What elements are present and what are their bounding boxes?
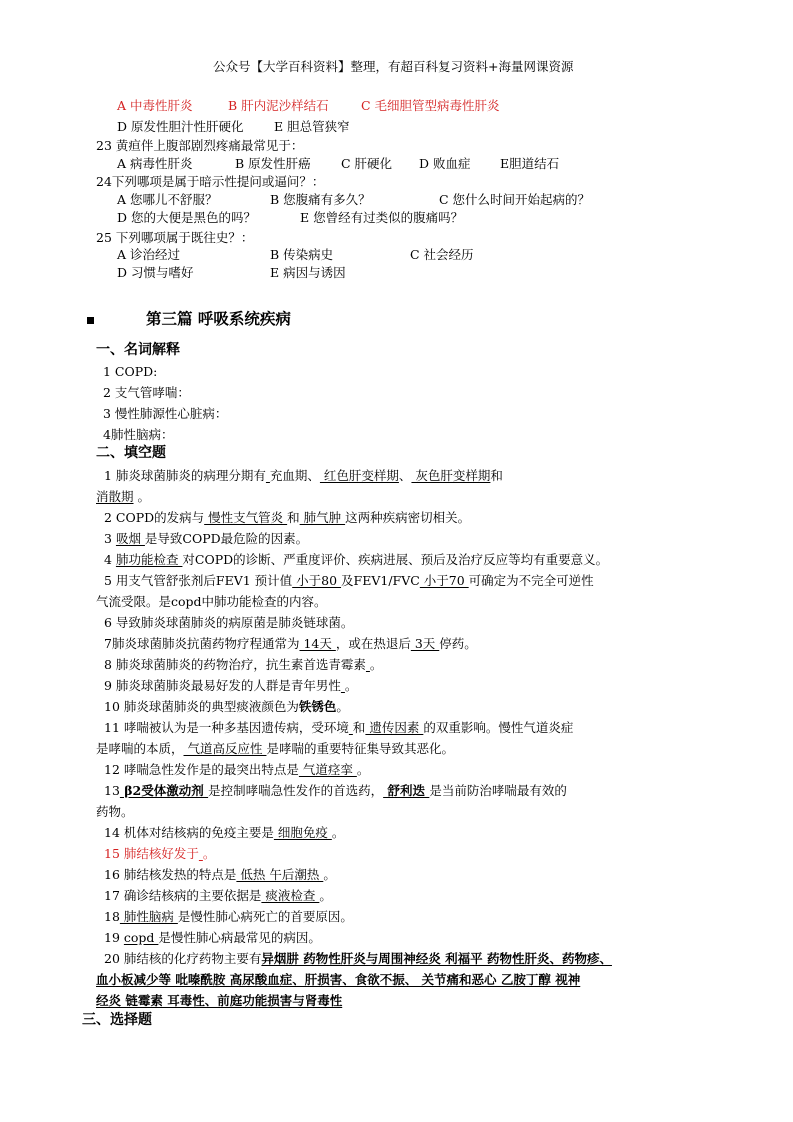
fill-item-20-cont: 血小板减少等 吡嗪酰胺 高尿酸血症、肝损害、食欲不振、 关节痛和恶心 乙胺丁醇 视神: [96, 972, 581, 987]
fill-item-10: [104, 698, 349, 715]
line-text-segment: 痰液检查: [261, 888, 320, 903]
line-text-segment: copd: [123, 930, 159, 945]
fill-item-13: [104, 782, 567, 799]
line-text-segment: 舒利迭: [383, 783, 430, 798]
line-text-segment: 3: [104, 531, 116, 546]
fill-item-2: [104, 509, 470, 526]
line-text-segment: 8 肺炎球菌肺炎的药物治疗，抗生素首选青霉素: [104, 657, 366, 672]
line-text-segment: 。: [331, 825, 345, 840]
fill-item-13-cont: 药物。: [96, 804, 134, 819]
option-b: B 原发性肝癌: [235, 156, 311, 171]
page-header: 公众号【大学百科资料】整理，有超百科复习资料+海量网课资源: [213, 59, 574, 74]
line-text-segment: 这两种疾病密切相关。: [345, 510, 471, 525]
option-a: A 您哪儿不舒服？: [117, 192, 218, 207]
fill-item-16: [104, 866, 336, 883]
fill-item-5-cont: 气流受限。是copd中肺功能检查的内容。: [96, 594, 327, 609]
option-e: E 您曾经有过类似的腹痛吗？: [300, 210, 464, 225]
line-text-segment: 吸烟: [115, 531, 145, 546]
part3-heading: 三、选择题: [82, 1012, 152, 1028]
bullet-square-icon: [87, 317, 94, 324]
fill-item-15: [104, 845, 215, 862]
line-text-segment: 。: [202, 846, 216, 861]
fill-item-11: [104, 719, 573, 736]
line-text-segment: 14 机体对结核病的免疫主要是: [104, 825, 274, 840]
part2-heading: 二、填空题: [96, 445, 166, 461]
line-text-segment: 。: [336, 699, 349, 714]
option-c: C 毛细胆管型病毒性肝炎: [361, 98, 500, 113]
line-text-segment: 细胞免疫: [273, 825, 332, 840]
line-text-segment: 。: [344, 678, 358, 693]
line-text-segment: 、: [398, 468, 412, 483]
line-text-segment: 10 肺炎球菌肺炎的典型痰液颜色为: [104, 699, 299, 714]
line-text-segment: 红色肝变样期: [319, 468, 399, 483]
option-d: D 您的大便是黑色的吗？: [117, 210, 256, 225]
line-text-segment: 灰色肝变样期: [411, 468, 491, 483]
line-text-segment: 异烟肼 药物性肝炎与周围神经炎 利福平 药物性肝炎、药物疹、: [261, 951, 612, 966]
line-text-segment: 慢性支气管炎: [204, 510, 288, 525]
line-text-segment: 7肺炎球菌肺炎抗菌药物疗程通常为: [104, 636, 300, 651]
line-text-segment: 2 COPD的发病与: [104, 510, 205, 525]
line-text-segment: 是控制哮喘急性发作的首选药，: [208, 783, 384, 798]
fill-item-1-cont: [96, 488, 150, 505]
line-text-segment: 是当前防治哮喘最有效的: [429, 783, 567, 798]
option-d: D 原发性胆汁性肝硬化: [117, 119, 244, 134]
option-a: A 病毒性肝炎: [117, 156, 193, 171]
line-text-segment: 的双重影响。慢性气道炎症: [423, 720, 574, 735]
line-text-segment: ，或在热退后: [335, 636, 411, 651]
option-b: B 肝内泥沙样结石: [228, 98, 329, 113]
fill-item-7: [104, 635, 477, 652]
option-a: A 诊治经过: [117, 247, 181, 262]
option-e: E胆道结石: [500, 156, 560, 171]
line-text-segment: 12 哮喘急性发作是的最突出特点是: [104, 762, 299, 777]
line-text-segment: 19: [104, 930, 124, 945]
option-c: C 您什么时间开始起病的？: [439, 192, 591, 207]
question-stem: 24下列哪项是属于暗示性提问或逼问？：: [96, 174, 325, 189]
line-text-segment: 及FEV1/FVC: [341, 573, 420, 588]
fill-item-14: [104, 824, 344, 841]
fill-item-5: [104, 572, 594, 589]
option-d: D 败血症: [419, 156, 471, 171]
option-b: B 传染病史: [270, 247, 334, 262]
line-text-segment: 是哮喘的本质，: [96, 741, 184, 756]
line-text-segment: 17 确诊结核病的主要依据是: [104, 888, 262, 903]
line-text-segment: 11 哮喘被认为是一种多基因遗传病，受环境: [104, 720, 349, 735]
option-d: D 习惯与嗜好: [117, 265, 194, 280]
line-text-segment: 。: [356, 762, 370, 777]
line-text-segment: 充血期、: [269, 468, 320, 483]
fill-item-20-cont2: 经炎 链霉素 耳毒性、前庭功能损害与肾毒性: [96, 993, 343, 1008]
fill-item-18: [104, 908, 353, 925]
line-text-segment: 对COPD的诊断、严重度评价、疾病进展、预后及治疗反应等均有重要意义。: [182, 552, 609, 567]
line-text-segment: 气道痉挛: [298, 762, 357, 777]
fill-item-11-cont: [96, 740, 454, 757]
line-text-segment: 铁锈色: [298, 699, 337, 714]
line-text-segment: 是导致COPD最危险的因素。: [144, 531, 309, 546]
line-text-segment: 和: [352, 720, 366, 735]
line-text-segment: 气道高反应性: [183, 741, 267, 756]
fill-item-4: [104, 551, 608, 568]
fill-item-8: [104, 656, 382, 673]
line-text-segment: 。: [319, 888, 332, 903]
line-text-segment: 3天: [410, 636, 440, 651]
part1-heading: 一、名词解释: [96, 342, 180, 358]
line-text-segment: 16 肺结核发热的特点是: [104, 867, 237, 882]
fill-item-19: [104, 929, 321, 946]
option-a: A 中毒性肝炎: [117, 98, 193, 113]
line-text-segment: 小于70: [419, 573, 469, 588]
option-e: E 胆总管狭窄: [274, 119, 350, 134]
fill-item-3: [104, 530, 308, 547]
line-text-segment: 4: [104, 552, 116, 567]
fill-item-1: [104, 467, 503, 484]
line-text-segment: 14天: [299, 636, 336, 651]
question-stem: 25 下列哪项属于既往史？：: [96, 230, 254, 245]
line-text-segment: 。: [369, 657, 383, 672]
option-c: C 肝硬化: [341, 156, 393, 171]
option-c: C 社会经历: [410, 247, 474, 262]
option-b: B 您腹痛有多久？: [270, 192, 371, 207]
term-item: 4肺性脑病：: [103, 427, 174, 442]
line-text-segment: 和: [490, 468, 503, 483]
line-text-segment: 15 肺结核好发于: [104, 846, 199, 861]
line-text-segment: 停药。: [439, 636, 477, 651]
line-text-segment: 和: [287, 510, 300, 525]
line-text-segment: 低热 午后潮热: [236, 867, 324, 882]
term-item: 3 慢性肺源性心脏病：: [103, 406, 228, 421]
line-text-segment: 。: [133, 489, 150, 504]
term-item: 1 COPD:: [103, 364, 158, 379]
question-stem: 23 黄疸伴上腹部剧烈疼痛最常见于：: [96, 138, 304, 153]
line-text-segment: 9 肺炎球菌肺炎最易好发的人群是青年男性: [104, 678, 341, 693]
fill-item-9: [104, 677, 357, 694]
line-text-segment: 13: [104, 783, 120, 798]
line-text-segment: 18: [104, 909, 120, 924]
fill-item-12: [104, 761, 369, 778]
line-text-segment: β2受体激动剂: [119, 783, 209, 798]
line-text-segment: 1 肺炎球菌肺炎的病理分期有: [104, 468, 266, 483]
line-text-segment: 小于80: [292, 573, 342, 588]
option-e: E 病因与诱因: [270, 265, 346, 280]
line-text-segment: 可确定为不完全可逆性: [468, 573, 594, 588]
line-text-segment: 是哮喘的重要特征集导致其恶化。: [266, 741, 454, 756]
line-text-segment: 消散期: [96, 489, 134, 504]
fill-item-17: [104, 887, 332, 904]
line-text-segment: 肺功能检查: [115, 552, 183, 567]
line-text-segment: 5 用支气管舒张剂后FEV1 预计值: [104, 573, 293, 588]
line-text-segment: 遗传因素: [365, 720, 424, 735]
fill-item-6: 6 导致肺炎球菌肺炎的病原菌是肺炎链球菌。: [104, 615, 354, 630]
fill-item-20: [104, 950, 612, 967]
line-text-segment: 20 肺结核的化疗药物主要有: [104, 951, 262, 966]
term-item: 2 支气管哮喘：: [103, 385, 190, 400]
section-title: 第三篇 呼吸系统疾病: [146, 310, 291, 328]
line-text-segment: 是慢性肺心病最常见的病因。: [158, 930, 321, 945]
line-text-segment: 。: [323, 867, 336, 882]
line-text-segment: 肺性脑病: [119, 909, 178, 924]
line-text-segment: 肺气肿: [299, 510, 346, 525]
line-text-segment: 是慢性肺心病死亡的首要原因。: [177, 909, 353, 924]
